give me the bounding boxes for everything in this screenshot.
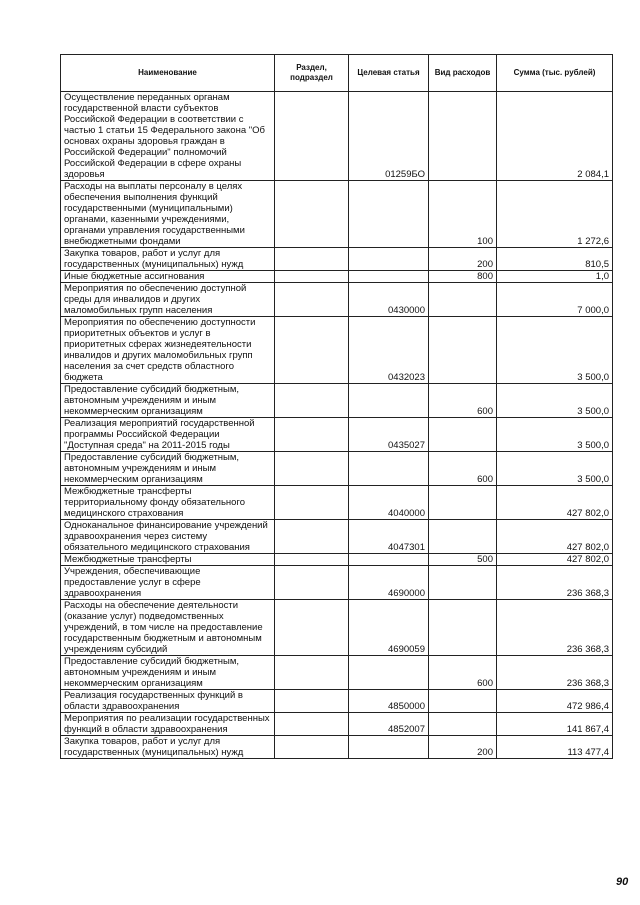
header-name: Наименование	[61, 55, 275, 92]
cell-kind	[429, 600, 497, 656]
table-row	[61, 248, 613, 271]
table-row	[61, 736, 613, 759]
table-row	[61, 690, 613, 713]
table-row	[61, 656, 613, 690]
cell-section	[275, 92, 349, 181]
cell-sum: 3 500,0	[497, 384, 613, 418]
cell-target: 4047301	[349, 520, 429, 554]
cell-target: 4852007	[349, 713, 429, 736]
cell-section	[275, 736, 349, 759]
cell-name: Расходы на выплаты персоналу в целях обеспечения выполнения функций государственными (муниципальными) органами, казенными учреждениями, органами управления государственными внебюджетными фондами	[61, 181, 275, 248]
cell-kind: 600	[429, 384, 497, 418]
cell-name: Закупка товаров, работ и услуг для государственных (муниципальных) нужд	[61, 736, 275, 759]
cell-section	[275, 384, 349, 418]
cell-kind: 500	[429, 554, 497, 566]
cell-sum: 427 802,0	[497, 486, 613, 520]
cell-name: Одноканальное финансирование учреждений здравоохранения через систему обязательного медицинского страхования	[61, 520, 275, 554]
cell-kind	[429, 92, 497, 181]
cell-name: Мероприятия по обеспечению доступности приоритетных объектов и услуг в приоритетных сферах жизнедеятельности инвалидов и других маломобильных групп населения за счет средств областного бюджета	[61, 317, 275, 384]
cell-sum: 3 500,0	[497, 452, 613, 486]
cell-kind	[429, 317, 497, 384]
cell-name: Осуществление переданных органам государственной власти субъектов Российской Федерации в соответствии с частью 1 статьи 15 Федерального закона "Об основах охраны здоровья граждан в Российской Федерации" полномочий Российской Федерации в сфере охраны здоровья	[61, 92, 275, 181]
table-row	[61, 554, 613, 566]
cell-sum: 810,5	[497, 248, 613, 271]
cell-name: Предоставление субсидий бюджетным, автономным учреждениям и иным некоммерческим организациям	[61, 384, 275, 418]
cell-sum: 472 986,4	[497, 690, 613, 713]
cell-target: 4850000	[349, 690, 429, 713]
cell-target: 0430000	[349, 283, 429, 317]
cell-kind: 200	[429, 248, 497, 271]
cell-section	[275, 418, 349, 452]
cell-kind: 200	[429, 736, 497, 759]
cell-section	[275, 690, 349, 713]
cell-name: Иные бюджетные ассигнования	[61, 271, 275, 283]
cell-section	[275, 520, 349, 554]
cell-sum: 427 802,0	[497, 554, 613, 566]
table-row	[61, 92, 613, 181]
table-row	[61, 713, 613, 736]
cell-sum: 1,0	[497, 271, 613, 283]
table-row	[61, 452, 613, 486]
cell-kind	[429, 520, 497, 554]
cell-section	[275, 713, 349, 736]
cell-sum: 141 867,4	[497, 713, 613, 736]
header-section: Раздел, подраздел	[275, 55, 349, 92]
cell-kind: 600	[429, 656, 497, 690]
cell-name: Предоставление субсидий бюджетным, автономным учреждениям и иным некоммерческим организациям	[61, 656, 275, 690]
cell-sum: 236 368,3	[497, 600, 613, 656]
cell-sum: 427 802,0	[497, 520, 613, 554]
cell-kind: 800	[429, 271, 497, 283]
cell-target	[349, 271, 429, 283]
cell-name: Межбюджетные трансферты	[61, 554, 275, 566]
cell-name: Предоставление субсидий бюджетным, автономным учреждениям и иным некоммерческим организациям	[61, 452, 275, 486]
cell-kind	[429, 486, 497, 520]
cell-name: Закупка товаров, работ и услуг для государственных (муниципальных) нужд	[61, 248, 275, 271]
cell-target: 4690059	[349, 600, 429, 656]
cell-sum: 236 368,3	[497, 566, 613, 600]
table-row	[61, 486, 613, 520]
cell-target: 4040000	[349, 486, 429, 520]
cell-section	[275, 271, 349, 283]
cell-section	[275, 317, 349, 384]
cell-kind: 600	[429, 452, 497, 486]
cell-name: Мероприятия по обеспечению доступной среды для инвалидов и других маломобильных групп населения	[61, 283, 275, 317]
cell-section	[275, 181, 349, 248]
cell-kind	[429, 690, 497, 713]
cell-section	[275, 554, 349, 566]
cell-target	[349, 384, 429, 418]
table-row	[61, 181, 613, 248]
cell-section	[275, 452, 349, 486]
cell-kind: 100	[429, 181, 497, 248]
table-body	[61, 92, 613, 759]
table-row	[61, 317, 613, 384]
cell-section	[275, 283, 349, 317]
header-target: Целевая статья	[349, 55, 429, 92]
cell-target: 0432023	[349, 317, 429, 384]
cell-target: 01259БО	[349, 92, 429, 181]
cell-name: Межбюджетные трансферты территориальному фонду обязательного медицинского страхования	[61, 486, 275, 520]
cell-name: Мероприятия по реализации государственных функций в области здравоохранения	[61, 713, 275, 736]
cell-sum: 2 084,1	[497, 92, 613, 181]
cell-kind	[429, 566, 497, 600]
cell-name: Расходы на обеспечение деятельности (оказание услуг) подведомственных учреждений, в том числе на предоставление государственным бюджетным и автономным учреждениям субсидий	[61, 600, 275, 656]
header-sum: Сумма (тыс. рублей)	[497, 55, 613, 92]
cell-target	[349, 554, 429, 566]
cell-target	[349, 736, 429, 759]
cell-name: Реализация мероприятий государственной программы Российской Федерации "Доступная среда" на 2011-2015 годы	[61, 418, 275, 452]
cell-sum: 7 000,0	[497, 283, 613, 317]
budget-table	[60, 54, 613, 759]
cell-target	[349, 181, 429, 248]
cell-name: Учреждения, обеспечивающие предоставление услуг в сфере здравоохранения	[61, 566, 275, 600]
cell-sum: 1 272,6	[497, 181, 613, 248]
cell-target	[349, 656, 429, 690]
table-row	[61, 418, 613, 452]
table-row	[61, 384, 613, 418]
header-kind: Вид расходов	[429, 55, 497, 92]
cell-section	[275, 248, 349, 271]
cell-name: Реализация государственных функций в области здравоохранения	[61, 690, 275, 713]
cell-target: 0435027	[349, 418, 429, 452]
table-row	[61, 271, 613, 283]
cell-sum: 113 477,4	[497, 736, 613, 759]
cell-target	[349, 452, 429, 486]
cell-section	[275, 486, 349, 520]
cell-sum: 3 500,0	[497, 317, 613, 384]
cell-target: 4690000	[349, 566, 429, 600]
cell-section	[275, 600, 349, 656]
table-row	[61, 566, 613, 600]
cell-kind	[429, 283, 497, 317]
table-row	[61, 600, 613, 656]
cell-target	[349, 248, 429, 271]
cell-sum: 236 368,3	[497, 656, 613, 690]
table-row	[61, 283, 613, 317]
cell-section	[275, 566, 349, 600]
page-number: 90	[616, 876, 629, 888]
table-header-row	[61, 55, 613, 92]
table-row	[61, 520, 613, 554]
cell-kind	[429, 713, 497, 736]
cell-section	[275, 656, 349, 690]
cell-kind	[429, 418, 497, 452]
cell-sum: 3 500,0	[497, 418, 613, 452]
